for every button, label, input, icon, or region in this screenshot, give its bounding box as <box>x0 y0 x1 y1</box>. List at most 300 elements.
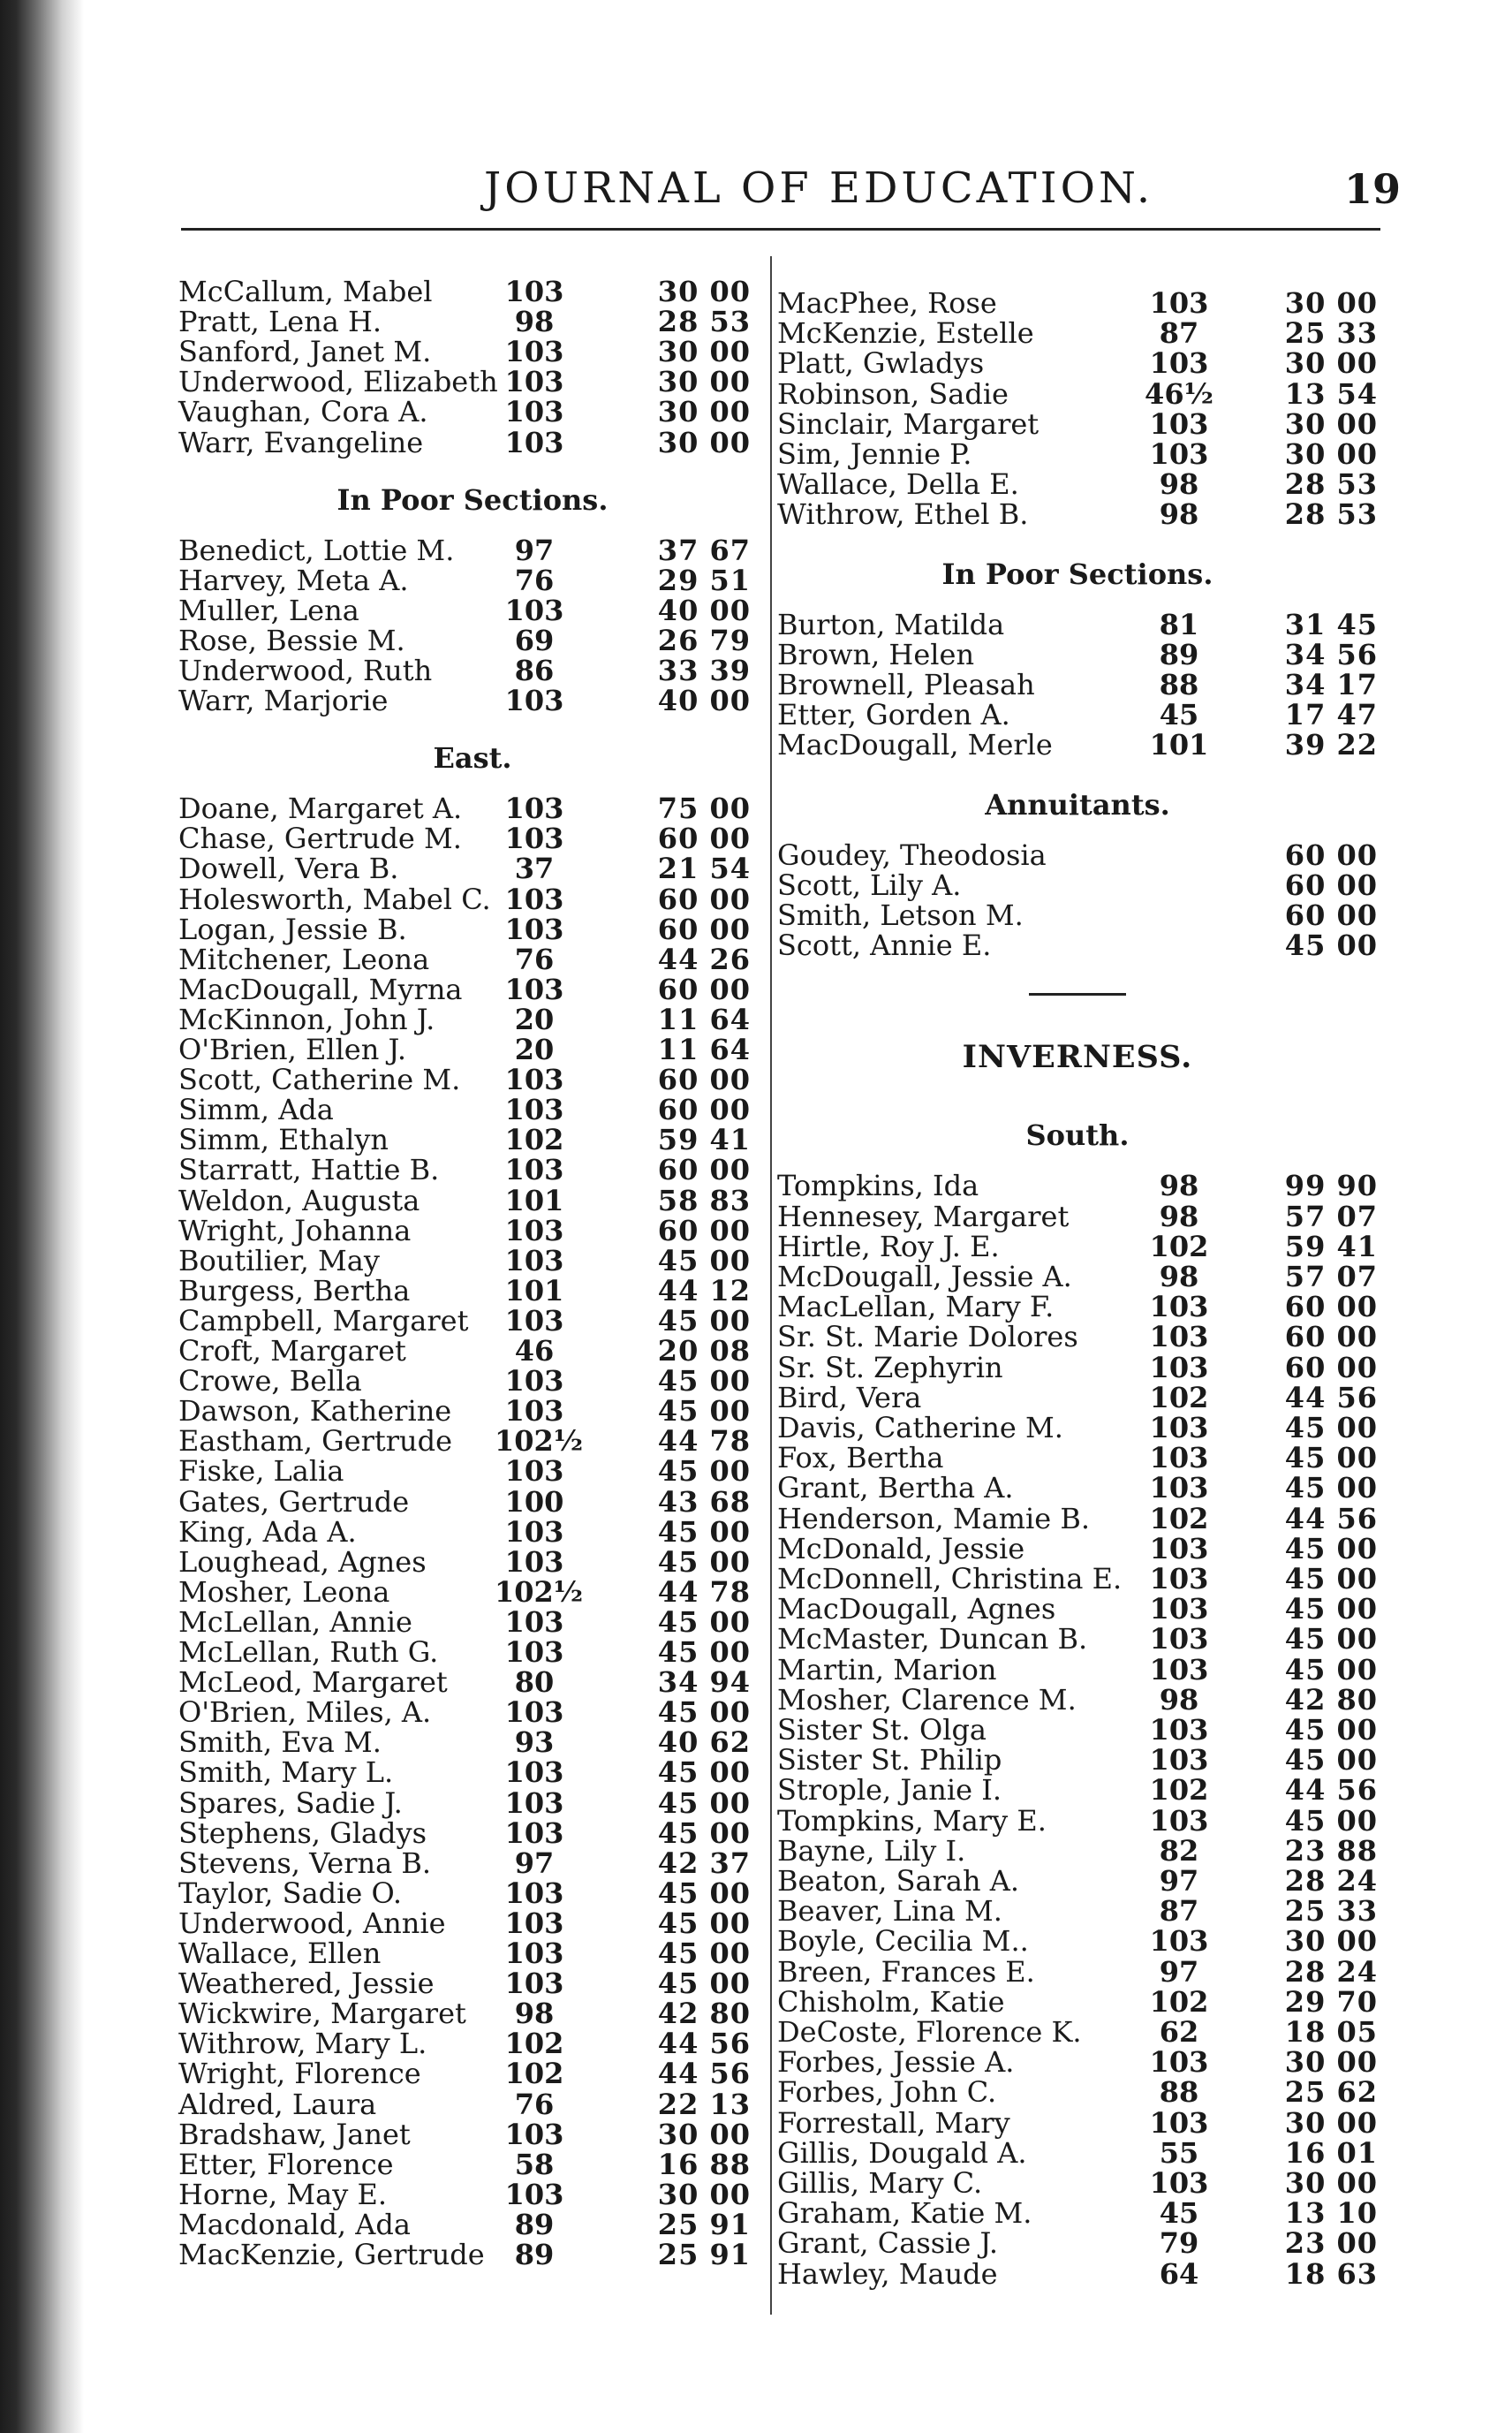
entry-name: McDougall, Jessie A. <box>777 1260 1072 1293</box>
entry-name: MacLellan, Mary F. <box>777 1290 1055 1324</box>
entry-name: Gates, Gertrude <box>178 1484 410 1519</box>
entry-amount: 20 08 <box>657 1334 751 1368</box>
list-item <box>168 685 760 716</box>
entry-amount: 30 00 <box>657 395 751 429</box>
entry-grade: 103 <box>1149 1713 1209 1747</box>
list-item <box>168 1787 760 1819</box>
list-item <box>168 336 760 368</box>
entry-amount: 60 00 <box>657 1153 751 1187</box>
list-item <box>768 1714 1387 1746</box>
entry-name: Beaver, Lina M. <box>777 1894 1002 1929</box>
entry-name: Wallace, Ellen <box>178 1937 382 1970</box>
page-number: 19 <box>1344 165 1402 213</box>
entry-grade: 46 <box>514 1334 555 1368</box>
entry-amount: 37 67 <box>657 533 751 567</box>
entry-name: Etter, Gorden A. <box>777 698 1010 732</box>
entry-amount: 30 00 <box>657 2177 751 2211</box>
entry-grade: 101 <box>1149 728 1209 762</box>
entry-name: Underwood, Ruth <box>178 654 433 687</box>
entry-name: McMaster, Duncan B. <box>777 1622 1088 1656</box>
list-item <box>768 1895 1387 1927</box>
list-item <box>168 1817 760 1849</box>
list-item <box>768 1865 1387 1897</box>
entry-amount: 40 00 <box>657 593 751 627</box>
entry-amount: 30 00 <box>657 335 751 369</box>
entry-grade: 103 <box>504 1544 564 1579</box>
entry-amount: 42 37 <box>657 1846 751 1880</box>
entry-grade: 103 <box>1149 1471 1209 1505</box>
entry-name: Simm, Ada <box>178 1093 334 1127</box>
entry-name: Underwood, Annie <box>178 1906 446 1940</box>
entry-amount: 18 05 <box>1284 2015 1378 2049</box>
entry-grade: 103 <box>1149 1562 1209 1595</box>
entry-name: Breen, Frances E. <box>777 1954 1035 1989</box>
entry-amount: 60 00 <box>1284 868 1378 902</box>
entry-grade: 79 <box>1159 2226 1199 2261</box>
entry-amount: 28 53 <box>1284 467 1378 502</box>
entry-amount: 45 00 <box>657 1876 751 1910</box>
list-item <box>168 1365 760 1397</box>
list-item <box>768 468 1387 500</box>
entry-name: Warr, Marjorie <box>178 684 389 718</box>
entry-name: McLellan, Annie <box>178 1604 412 1639</box>
entry-amount: 44 78 <box>657 1574 751 1609</box>
entry-name: Wright, Florence <box>178 2057 421 2091</box>
entry-name: Scott, Lily A. <box>777 868 962 902</box>
entry-amount: 59 41 <box>1284 1229 1378 1263</box>
entry-name: Smith, Eva M. <box>178 1725 382 1760</box>
list-item <box>168 2058 760 2089</box>
list-item <box>168 1576 760 1608</box>
list-item <box>768 729 1387 761</box>
entry-name: Rose, Bessie M. <box>178 623 405 657</box>
entry-amount: 45 00 <box>657 1937 751 1970</box>
entry-grade: 103 <box>504 1153 564 1187</box>
list-item <box>168 1335 760 1367</box>
entry-grade: 102 <box>1149 1501 1209 1535</box>
entry-grade: 76 <box>514 563 555 597</box>
entry-name: Wickwire, Margaret <box>178 1997 466 2031</box>
entry-amount: 45 00 <box>657 1785 751 1820</box>
list-item <box>768 2197 1387 2229</box>
entry-name: Horne, May E. <box>178 2177 387 2211</box>
list-item <box>768 1442 1387 1474</box>
list-item <box>168 1154 760 1186</box>
list-item <box>168 1516 760 1548</box>
entry-grade: 100 <box>504 1484 564 1519</box>
list-item <box>168 2118 760 2150</box>
entry-amount: 60 00 <box>657 912 751 946</box>
list-item <box>768 1201 1387 1232</box>
list-item <box>168 655 760 686</box>
list-item <box>168 1546 760 1578</box>
entry-grade: 103 <box>504 1093 564 1127</box>
entry-amount: 45 00 <box>1284 1622 1378 1656</box>
entry-grade: 103 <box>1149 286 1209 320</box>
entry-grade: 101 <box>504 1273 564 1307</box>
list-item <box>768 1956 1387 1988</box>
entry-amount: 99 90 <box>1284 1169 1378 1203</box>
list-item <box>768 1291 1387 1323</box>
entry-grade: 103 <box>504 1755 564 1790</box>
entry-grade: 87 <box>1159 1894 1199 1929</box>
entry-name: Boyle, Cecilia M.. <box>777 1924 1029 1959</box>
entry-amount: 45 00 <box>657 1364 751 1398</box>
section-heading: East. <box>433 741 512 776</box>
entry-name: Taylor, Sadie O. <box>178 1876 402 1910</box>
list-item <box>768 899 1387 931</box>
entry-name: Martin, Marion <box>777 1652 997 1686</box>
entry-name: Withrow, Ethel B. <box>777 497 1029 532</box>
list-item <box>168 1666 760 1698</box>
list-item <box>168 427 760 459</box>
entry-grade: 103 <box>1149 437 1209 471</box>
entry-amount: 44 56 <box>1284 1773 1378 1808</box>
entry-grade: 103 <box>1149 2105 1209 2140</box>
entry-amount: 13 10 <box>1284 2196 1378 2231</box>
entry-name: Muller, Lena <box>178 593 359 627</box>
list-item <box>168 1726 760 1758</box>
entry-name: O'Brien, Ellen J. <box>178 1033 407 1066</box>
entry-name: Grant, Cassie J. <box>777 2226 999 2261</box>
entry-amount: 45 00 <box>657 1514 751 1549</box>
entry-name: Sr. St. Marie Dolores <box>777 1320 1078 1354</box>
entry-amount: 44 78 <box>657 1424 751 1459</box>
entry-amount: 30 00 <box>1284 437 1378 471</box>
entry-amount: 45 00 <box>657 1967 751 2001</box>
entry-grade: 103 <box>504 395 564 429</box>
entry-grade: 103 <box>504 1967 564 2001</box>
section-heading: INVERNESS. <box>962 1039 1193 1076</box>
entry-grade: 76 <box>514 942 555 976</box>
entry-name: Hawley, Maude <box>777 2256 998 2291</box>
list-item <box>168 822 760 854</box>
entry-name: Mitchener, Leona <box>178 942 430 976</box>
section-heading: In Poor Sections. <box>336 482 609 517</box>
list-item <box>168 276 760 307</box>
entry-amount: 45 00 <box>1284 1652 1378 1686</box>
entry-amount: 45 00 <box>1284 1531 1378 1565</box>
entry-grade: 89 <box>1159 637 1199 671</box>
list-item <box>768 317 1387 349</box>
entry-amount: 26 79 <box>657 623 751 657</box>
entry-name: Gillis, Dougald A. <box>777 2135 1027 2170</box>
list-item <box>168 2239 760 2270</box>
entry-name: Logan, Jessie B. <box>178 912 407 946</box>
entry-name: Sister St. Olga <box>777 1713 987 1747</box>
entry-amount: 45 00 <box>1284 1441 1378 1475</box>
entry-amount: 17 47 <box>1284 698 1378 732</box>
entry-amount: 11 64 <box>657 1033 751 1066</box>
entry-grade: 98 <box>1159 1199 1199 1233</box>
entry-name: Forrestall, Mary <box>777 2105 1010 2140</box>
entry-name: Wright, Johanna <box>178 1213 412 1247</box>
entry-amount: 60 00 <box>657 972 751 1006</box>
entry-name: Gillis, Mary C. <box>777 2166 983 2200</box>
entry-grade: 103 <box>1149 1411 1209 1444</box>
list-item <box>168 974 760 1005</box>
list-item <box>768 1593 1387 1625</box>
entry-name: Chase, Gertrude M. <box>178 822 462 856</box>
entry-amount: 28 24 <box>1284 1954 1378 1989</box>
entry-name: Etter, Florence <box>178 2147 394 2181</box>
list-item <box>768 408 1387 440</box>
entry-amount: 42 80 <box>1284 1682 1378 1717</box>
entry-amount: 25 91 <box>657 2238 751 2271</box>
entry-grade: 37 <box>514 852 555 886</box>
entry-amount: 45 00 <box>1284 1713 1378 1747</box>
entry-name: Brown, Helen <box>777 637 975 671</box>
entry-name: McKenzie, Estelle <box>777 316 1034 351</box>
entry-grade: 103 <box>1149 1592 1209 1626</box>
list-item <box>168 625 760 656</box>
entry-grade: 98 <box>1159 1169 1199 1203</box>
entry-grade: 103 <box>504 2177 564 2211</box>
entry-amount: 60 00 <box>657 1213 751 1247</box>
list-item <box>768 1623 1387 1655</box>
entry-amount: 25 33 <box>1284 1894 1378 1929</box>
entry-name: Brownell, Pleasah <box>777 668 1035 701</box>
entry-grade: 87 <box>1159 316 1199 351</box>
list-item <box>168 1425 760 1457</box>
entry-grade: 103 <box>1149 1350 1209 1384</box>
entry-grade: 103 <box>504 1785 564 1820</box>
entry-grade: 103 <box>504 1364 564 1398</box>
entry-name: Bradshaw, Janet <box>178 2117 411 2151</box>
entry-name: Croft, Margaret <box>178 1334 406 1368</box>
entry-name: Davis, Catherine M. <box>777 1411 1063 1444</box>
entry-grade: 76 <box>514 2087 555 2121</box>
entry-grade: 88 <box>1159 668 1199 701</box>
entry-amount: 44 56 <box>657 2057 751 2091</box>
entry-name: McLeod, Margaret <box>178 1665 448 1700</box>
entry-grade: 98 <box>1159 497 1199 532</box>
entry-grade: 102 <box>1149 1773 1209 1808</box>
entry-name: McLellan, Ruth G. <box>178 1635 439 1669</box>
entry-amount: 31 45 <box>1284 607 1378 641</box>
list-item <box>768 1352 1387 1383</box>
entry-grade: 82 <box>1159 1833 1199 1868</box>
list-item <box>168 1245 760 1277</box>
entry-name: Warr, Evangeline <box>178 425 424 459</box>
entry-name: Withrow, Mary L. <box>178 2027 427 2061</box>
entry-grade: 103 <box>504 1454 564 1489</box>
entry-amount: 60 00 <box>657 1063 751 1097</box>
list-item <box>768 2076 1387 2108</box>
entry-name: Grant, Bertha A. <box>777 1471 1014 1505</box>
entry-amount: 60 00 <box>1284 1350 1378 1384</box>
list-item <box>768 1170 1387 1201</box>
list-item <box>168 1124 760 1156</box>
entry-grade: 103 <box>1149 1441 1209 1475</box>
entry-grade: 103 <box>1149 2166 1209 2200</box>
entry-grade: 88 <box>1159 2075 1199 2110</box>
entry-amount: 25 33 <box>1284 316 1378 351</box>
entry-grade: 103 <box>1149 2045 1209 2080</box>
section-rule <box>1029 993 1126 996</box>
list-item <box>768 1261 1387 1292</box>
entry-grade: 103 <box>504 1815 564 1850</box>
entry-name: Campbell, Margaret <box>178 1303 469 1338</box>
entry-name: Smith, Mary L. <box>178 1755 394 1790</box>
entry-name: Henderson, Mamie B. <box>777 1501 1091 1535</box>
entry-amount: 40 62 <box>657 1725 751 1760</box>
list-item <box>168 1305 760 1337</box>
entry-name: Crowe, Bella <box>178 1364 362 1398</box>
list-item <box>168 1606 760 1638</box>
entry-grade: 103 <box>504 1604 564 1639</box>
entry-name: Fiske, Lalia <box>178 1454 344 1489</box>
list-item <box>768 2167 1387 2199</box>
entry-grade: 103 <box>504 425 564 459</box>
entry-name: Scott, Annie E. <box>777 928 992 963</box>
entry-grade: 102 <box>504 2027 564 2061</box>
list-item <box>768 1986 1387 2018</box>
entry-grade: 103 <box>1149 1924 1209 1959</box>
entry-amount: 44 56 <box>657 2027 751 2061</box>
entry-name: Strople, Janie I. <box>777 1773 1002 1808</box>
entry-grade: 97 <box>514 1846 555 1880</box>
list-item <box>768 347 1387 379</box>
entry-amount: 30 00 <box>657 275 751 308</box>
list-item <box>768 438 1387 470</box>
entry-name: McDonnell, Christina E. <box>777 1562 1123 1595</box>
entry-amount: 29 51 <box>657 563 751 597</box>
entry-amount: 45 00 <box>657 1303 751 1338</box>
list-item <box>168 2088 760 2120</box>
entry-name: Wallace, Della E. <box>777 467 1019 502</box>
entry-name: Weathered, Jessie <box>178 1967 435 2001</box>
entry-grade: 89 <box>514 2238 555 2271</box>
entry-name: Spares, Sadie J. <box>178 1785 403 1820</box>
entry-grade: 103 <box>504 2117 564 2151</box>
entry-amount: 60 00 <box>1284 898 1378 932</box>
entry-amount: 39 22 <box>1284 728 1378 762</box>
entry-name: Boutilier, May <box>178 1243 380 1277</box>
entry-amount: 13 54 <box>1284 376 1378 411</box>
entry-grade: 103 <box>504 1213 564 1247</box>
entry-name: Goudey, Theodosia <box>777 838 1047 872</box>
entry-grade: 103 <box>504 1303 564 1338</box>
entry-grade: 103 <box>1149 1652 1209 1686</box>
entry-grade: 103 <box>504 882 564 916</box>
entry-grade: 103 <box>1149 1803 1209 1838</box>
entry-amount: 44 56 <box>1284 1380 1378 1414</box>
entry-name: Dowell, Vera B. <box>178 852 399 886</box>
entry-amount: 60 00 <box>657 1093 751 1127</box>
entry-name: Mosher, Leona <box>178 1574 390 1609</box>
entry-name: Bayne, Lily I. <box>777 1833 966 1868</box>
entry-name: Pratt, Lena H. <box>178 305 382 339</box>
entry-amount: 30 00 <box>657 2117 751 2151</box>
list-item <box>168 913 760 945</box>
list-item <box>768 498 1387 530</box>
list-item <box>168 1185 760 1216</box>
entry-amount: 60 00 <box>657 822 751 856</box>
entry-amount: 45 00 <box>657 1604 751 1639</box>
entry-amount: 60 00 <box>1284 1290 1378 1324</box>
entry-amount: 45 00 <box>1284 1562 1378 1595</box>
entry-amount: 23 00 <box>1284 2226 1378 2261</box>
entry-grade: 81 <box>1159 607 1199 641</box>
list-item <box>168 1486 760 1518</box>
list-item <box>168 2149 760 2180</box>
entry-amount: 30 00 <box>1284 2166 1378 2200</box>
entry-name: Burton, Matilda <box>777 607 1005 641</box>
entry-grade: 103 <box>504 792 564 826</box>
list-item <box>168 366 760 398</box>
entry-name: MacDougall, Agnes <box>777 1592 1056 1626</box>
list-item <box>768 1925 1387 1957</box>
entry-grade: 102 <box>504 1123 564 1157</box>
entry-grade: 103 <box>504 365 564 399</box>
list-item <box>168 2209 760 2240</box>
entry-grade: 103 <box>1149 1290 1209 1324</box>
list-item <box>768 669 1387 701</box>
entry-amount: 60 00 <box>1284 1320 1378 1354</box>
entry-amount: 18 63 <box>1284 2256 1378 2291</box>
entry-amount: 45 00 <box>657 1755 751 1790</box>
entry-amount: 30 00 <box>1284 346 1378 381</box>
list-item <box>168 1215 760 1247</box>
entry-grade: 46½ <box>1145 376 1213 411</box>
entry-grade: 103 <box>504 1635 564 1669</box>
entry-name: McKinnon, John J. <box>178 1002 435 1036</box>
entry-grade: 103 <box>1149 406 1209 441</box>
entry-grade: 55 <box>1159 2135 1199 2170</box>
list-item <box>768 2107 1387 2139</box>
list-item <box>768 2137 1387 2169</box>
entry-name: Scott, Catherine M. <box>178 1063 461 1097</box>
entry-amount: 44 26 <box>657 942 751 976</box>
entry-grade: 97 <box>1159 1864 1199 1898</box>
entry-name: DeCoste, Florence K. <box>777 2015 1082 2049</box>
entry-grade: 98 <box>1159 1260 1199 1293</box>
entry-name: MacKenzie, Gertrude <box>178 2238 485 2271</box>
entry-grade: 103 <box>1149 1743 1209 1777</box>
entry-name: Weldon, Augusta <box>178 1183 420 1217</box>
entry-grade: 103 <box>504 912 564 946</box>
entry-name: Smith, Letson M. <box>777 898 1024 932</box>
entry-name: Sinclair, Margaret <box>777 406 1040 441</box>
entry-grade: 103 <box>504 1906 564 1940</box>
entry-grade: 102½ <box>495 1574 584 1609</box>
entry-amount: 30 00 <box>657 365 751 399</box>
entry-name: Underwood, Elizabeth <box>178 365 498 399</box>
entry-name: Robinson, Sadie <box>777 376 1009 411</box>
list-item <box>168 1064 760 1095</box>
entry-amount: 45 00 <box>1284 928 1378 963</box>
entry-amount: 45 00 <box>657 1906 751 1940</box>
list-item <box>768 1684 1387 1716</box>
list-item <box>768 1654 1387 1686</box>
entry-grade: 103 <box>504 1394 564 1429</box>
entry-amount: 28 24 <box>1284 1864 1378 1898</box>
entry-amount: 30 00 <box>1284 406 1378 441</box>
entry-grade: 69 <box>514 623 555 657</box>
entry-grade: 103 <box>1149 346 1209 381</box>
entry-amount: 30 00 <box>1284 286 1378 320</box>
entry-grade: 93 <box>514 1725 555 1760</box>
list-item <box>168 1395 760 1427</box>
entry-amount: 45 00 <box>657 1815 751 1850</box>
entry-amount: 30 00 <box>1284 1924 1378 1959</box>
entry-amount: 45 00 <box>657 1243 751 1277</box>
entry-amount: 28 53 <box>657 305 751 339</box>
entry-amount: 21 54 <box>657 852 751 886</box>
entry-amount: 16 01 <box>1284 2135 1378 2170</box>
list-item <box>168 1756 760 1788</box>
